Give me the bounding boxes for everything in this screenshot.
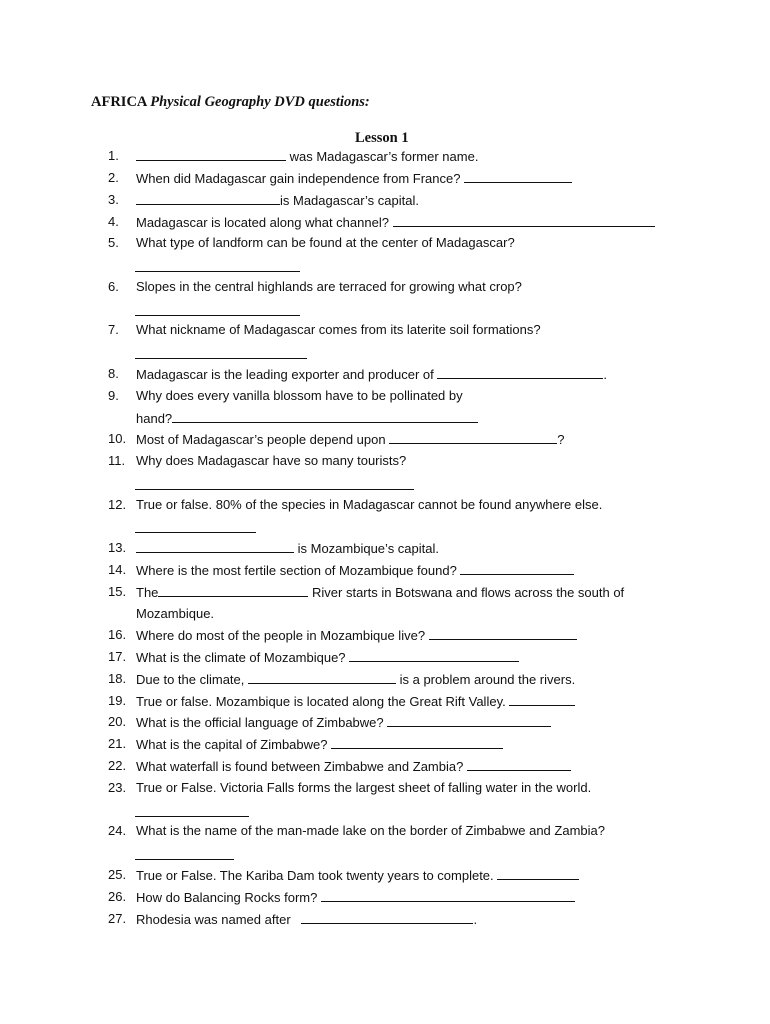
answer-blank[interactable] [509,693,575,706]
question-text: Rhodesia was named after [136,912,302,927]
question-text-end: . [603,367,607,382]
question-text: was Madagascar’s former name. [286,149,479,164]
answer-blank[interactable] [467,758,571,771]
answer-blank[interactable] [136,192,280,205]
question-number: 27. [108,911,127,926]
question-text: Where is the most fertile section of Mozambique found? [136,563,461,578]
question-text: Due to the climate, [136,672,248,687]
question-number: 2. [108,170,119,185]
question-text: What waterfall is found between Zimbabwe and Zambia? [136,759,467,774]
question-text: Why does every vanilla blossom have to be pollinated by [136,388,463,403]
question-text: Madagascar is located along what channel? [136,215,393,230]
question-text: Most of Madagascar’s people depend upon [136,432,390,447]
question-text: True or False. Victoria Falls forms the largest sheet of falling water in the world. [136,780,592,795]
question-number: 1. [108,148,119,163]
question-text: Madagascar is the leading exporter and producer of [136,367,438,382]
question-number: 15. [108,584,127,599]
question-text: is Madagascar’s capital. [280,193,419,208]
answer-line[interactable] [135,270,300,272]
question-text: What type of landform can be found at the center of Madagascar? [136,235,515,250]
title-italic: Physical Geography DVD questions: [150,94,370,110]
question-number: 20. [108,714,127,729]
question-number: 4. [108,214,119,229]
question-number: 16. [108,627,127,642]
answer-line[interactable] [135,531,256,533]
question-text: What is the climate of Mozambique? [136,650,350,665]
question-text-end: . [473,912,478,927]
question-text: When did Madagascar gain independence from France? [136,171,465,186]
question-number: 8. [108,366,119,381]
question-text: True or False. The Kariba Dam took twenty years to complete. [136,868,498,883]
question-number: 25. [108,867,127,882]
answer-blank[interactable] [158,584,308,597]
answer-line[interactable] [135,357,307,359]
question-number: 14. [108,562,127,577]
title-bold: AFRICA [91,94,151,110]
question-number: 26. [108,889,127,904]
answer-blank[interactable] [429,627,577,640]
answer-blank[interactable] [387,714,551,727]
question-text: hand? [136,411,173,426]
answer-blank[interactable] [248,671,396,684]
question-text: True or false. 80% of the species in Madagascar cannot be found anywhere else. [136,497,603,512]
lesson-title: Lesson 1 [355,130,409,146]
answer-line[interactable] [135,815,249,817]
answer-blank[interactable] [136,540,294,553]
question-number: 10. [108,431,127,446]
answer-blank[interactable] [321,889,575,902]
question-text: What is the capital of Zimbabwe? [136,737,332,752]
question-number: 22. [108,758,127,773]
answer-blank[interactable] [301,911,473,924]
answer-blank[interactable] [172,410,478,423]
question-text: Slopes in the central highlands are terraced for growing what crop? [136,279,522,294]
answer-blank[interactable] [437,366,603,379]
question-number: 7. [108,322,119,337]
question-15-continued: Mozambique. [136,606,215,621]
question-number: 24. [108,823,127,838]
answer-blank[interactable] [136,148,286,161]
question-text: is Mozambique’s capital. [294,541,439,556]
question-text: What is the official language of Zimbabwe? [136,715,388,730]
page-title [91,94,370,111]
question-number: 18. [108,671,127,686]
question-number: 9. [108,388,119,403]
question-number: 23. [108,780,127,795]
answer-blank[interactable] [393,214,655,227]
question-9-continued [136,410,478,427]
answer-blank[interactable] [464,170,572,183]
question-number: 17. [108,649,127,664]
answer-blank[interactable] [389,431,557,444]
question-text: What is the name of the man-made lake on the border of Zimbabwe and Zambia? [136,823,605,838]
question-number: 13. [108,540,127,555]
question-text-end: River starts in Botswana and flows across the south of [308,585,625,600]
answer-line[interactable] [135,858,234,860]
question-number: 19. [108,693,127,708]
answer-blank[interactable] [331,736,503,749]
question-number: 12. [108,497,127,512]
question-number: 6. [108,279,119,294]
question-text: True or false. Mozambique is located along the Great Rift Valley. [136,694,510,709]
question-number: 5. [108,235,119,250]
answer-line[interactable] [135,488,414,490]
question-text: What nickname of Madagascar comes from its laterite soil formations? [136,322,541,337]
answer-blank[interactable] [349,649,519,662]
question-text: The [136,585,159,600]
question-number: 3. [108,192,119,207]
question-text-end: ? [557,432,565,447]
answer-blank[interactable] [460,562,574,575]
answer-blank[interactable] [497,867,579,880]
question-text-end: is a problem around the rivers. [396,672,576,687]
question-text: Why does Madagascar have so many tourists? [136,453,407,468]
question-number: 11. [108,453,126,468]
question-text: How do Balancing Rocks form? [136,890,321,905]
question-text: Where do most of the people in Mozambique live? [136,628,429,643]
answer-line[interactable] [135,314,300,316]
question-number: 21. [108,736,127,751]
